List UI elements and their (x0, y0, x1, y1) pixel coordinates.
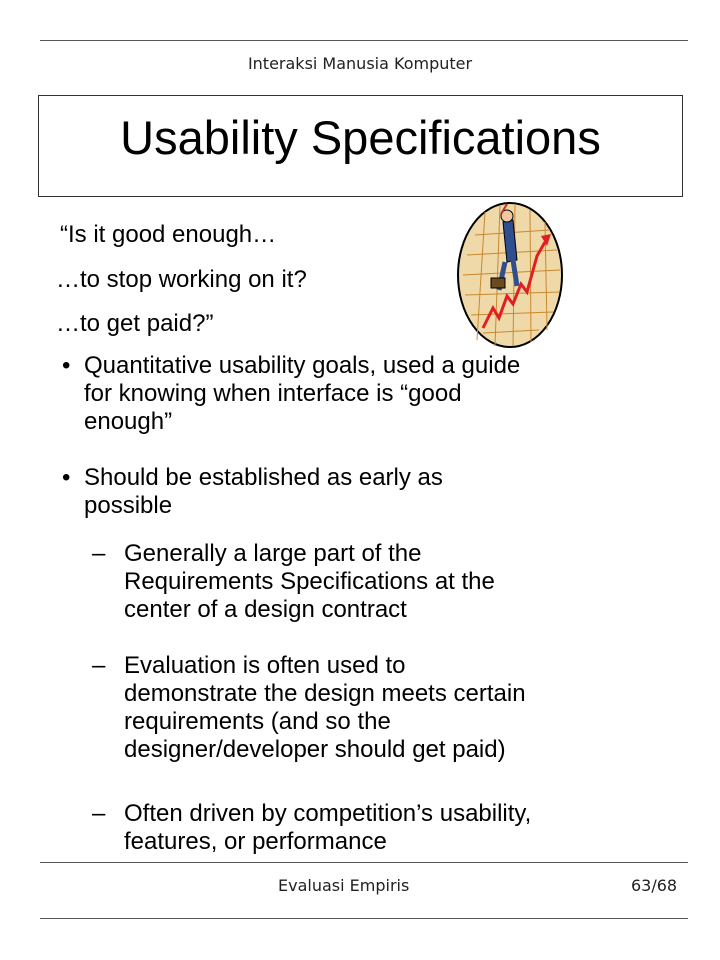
subbullet-line: features, or performance (124, 828, 387, 855)
subbullet-line: demonstrate the design meets certain (124, 680, 526, 707)
slide-title: Usability Specifications (120, 111, 601, 164)
bullet-line: for knowing when interface is “good (84, 380, 462, 407)
quote-line-3: …to get paid?” (56, 310, 214, 337)
footer-rule-bottom (40, 918, 688, 919)
quote-line-1: “Is it good enough… (60, 221, 277, 248)
quote-line-2: …to stop working on it? (56, 266, 307, 293)
footer-topic: Evaluasi Empiris (278, 876, 410, 895)
subbullet-line: center of a design contract (124, 596, 407, 623)
subbullet-line: Often driven by competition’s usability, (124, 800, 532, 827)
bullet-line: Should be established as early as (84, 464, 443, 491)
page-number: 63/68 (631, 876, 678, 895)
footer-rule-top (40, 862, 688, 863)
subbullet-line: Requirements Specifications at the (124, 568, 495, 595)
bullet-line: enough” (84, 408, 173, 435)
subbullet-line: Evaluation is often used to (124, 652, 406, 679)
bullet-marker: • (62, 464, 71, 491)
course-header: Interaksi Manusia Komputer (247, 54, 473, 73)
bullet-line: Quantitative usability goals, used a guide (84, 352, 521, 379)
subbullet-marker: – (92, 800, 106, 827)
subbullet-line: Generally a large part of the (124, 540, 422, 567)
subbullet-marker: – (92, 540, 106, 567)
bullet-marker: • (62, 352, 71, 379)
subbullet-line: designer/developer should get paid) (124, 736, 506, 763)
subbullet-line: requirements (and so the (124, 708, 391, 735)
title-box (38, 95, 683, 197)
subbullet-marker: – (92, 652, 106, 679)
header-rule (40, 40, 688, 41)
businessman-climbing-growth-chart-icon (455, 200, 565, 350)
bullet-line: possible (84, 492, 173, 519)
